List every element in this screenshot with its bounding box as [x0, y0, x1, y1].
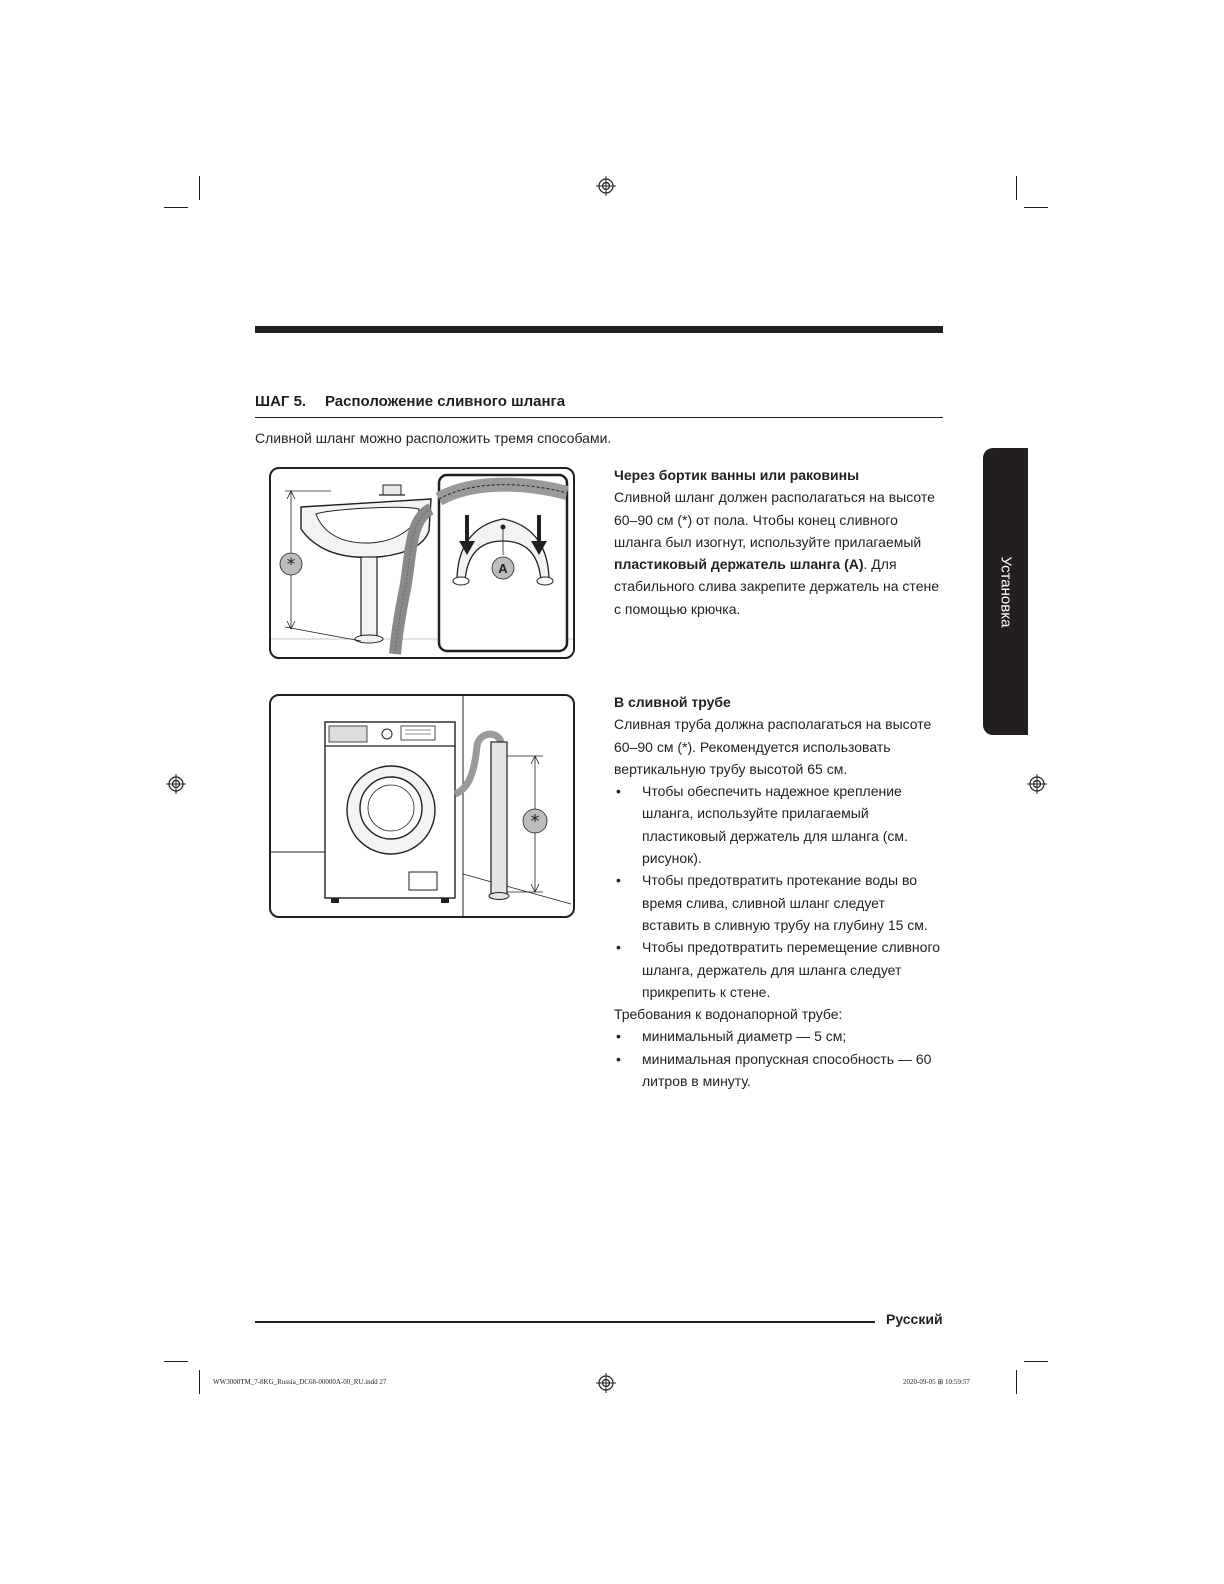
- requirements-title: Требования к водонапорной трубе:: [614, 1006, 843, 1023]
- bullet-list: [614, 780, 944, 1003]
- height-marker-label: *: [530, 811, 540, 832]
- section-top-rule: [255, 326, 943, 333]
- crop-mark: [1016, 176, 1017, 200]
- figure-sink-drain: [269, 467, 575, 659]
- step-heading-rule: [255, 417, 943, 418]
- crop-mark: [199, 1370, 200, 1394]
- figure-standpipe-drain: [269, 694, 575, 918]
- section-standpipe: [614, 691, 944, 1092]
- registration-target-icon: [596, 1373, 616, 1393]
- section-body: Сливная труба должна располагаться на высоте 60–90 см (*). Рекомендуется использовать вертикальную трубу высотой 65 см.: [614, 716, 932, 777]
- chapter-side-tab: [983, 448, 1028, 735]
- print-slug-right: 2020-09-05 ⊞ 10:59:57: [903, 1378, 970, 1386]
- intro-text: Сливной шланг можно расположить тремя способами.: [255, 430, 612, 446]
- list-item: • Чтобы предотвратить перемещение сливного шланга, держатель для шланга следует прикрепить к стене.: [614, 936, 944, 1003]
- height-marker-label: *: [286, 555, 296, 575]
- crop-mark: [199, 176, 200, 200]
- list-item: • Чтобы предотвратить протекание воды во время слива, сливной шланг следует вставить в сливную трубу на глубину 15 см.: [614, 869, 944, 936]
- sink-illustration: [271, 469, 573, 657]
- registration-target-icon: [1027, 774, 1047, 794]
- crop-mark: [1016, 1370, 1017, 1394]
- callout-label: A: [498, 561, 508, 576]
- requirements-list: [614, 1025, 944, 1092]
- step-heading: [255, 393, 565, 410]
- chapter-label: Установка: [997, 556, 1014, 627]
- crop-mark: [164, 207, 188, 208]
- crop-mark: [1024, 1361, 1048, 1362]
- section-over-sink: [614, 464, 944, 620]
- list-item: • Чтобы обеспечить надежное крепление шланга, используйте прилагаемый пластиковый держатель для шланга (см. рисунок).: [614, 780, 944, 869]
- section-body: Сливной шланг должен располагаться на высоте 60–90 см (*) от пола. Чтобы конец сливного шланга был изогнут, используйте прилагаемый пластиковый держатель шланга (A). Для стабильного слива закрепите держатель на стене с помощью крючка.: [614, 489, 939, 617]
- language-label: Русский: [886, 1311, 943, 1327]
- list-item: • минимальная пропускная способность — 60 литров в минуту.: [614, 1048, 944, 1093]
- step-number: ШАГ 5.: [255, 393, 307, 410]
- step-title: Расположение сливного шланга: [325, 393, 566, 410]
- crop-mark: [1024, 207, 1048, 208]
- crop-mark: [164, 1361, 188, 1362]
- print-slug-left: WW3000TM_7-8KG_Russia_DC68-00000A-00_RU.indd 27: [213, 1378, 387, 1386]
- section-title: Через бортик ванны или раковины: [614, 467, 860, 483]
- washer-illustration: [271, 696, 573, 916]
- footer-rule: [255, 1321, 875, 1323]
- registration-target-icon: [166, 774, 186, 794]
- registration-target-icon: [596, 176, 616, 196]
- section-title: В сливной трубе: [614, 694, 731, 710]
- list-item: • минимальный диаметр — 5 см;: [614, 1025, 944, 1047]
